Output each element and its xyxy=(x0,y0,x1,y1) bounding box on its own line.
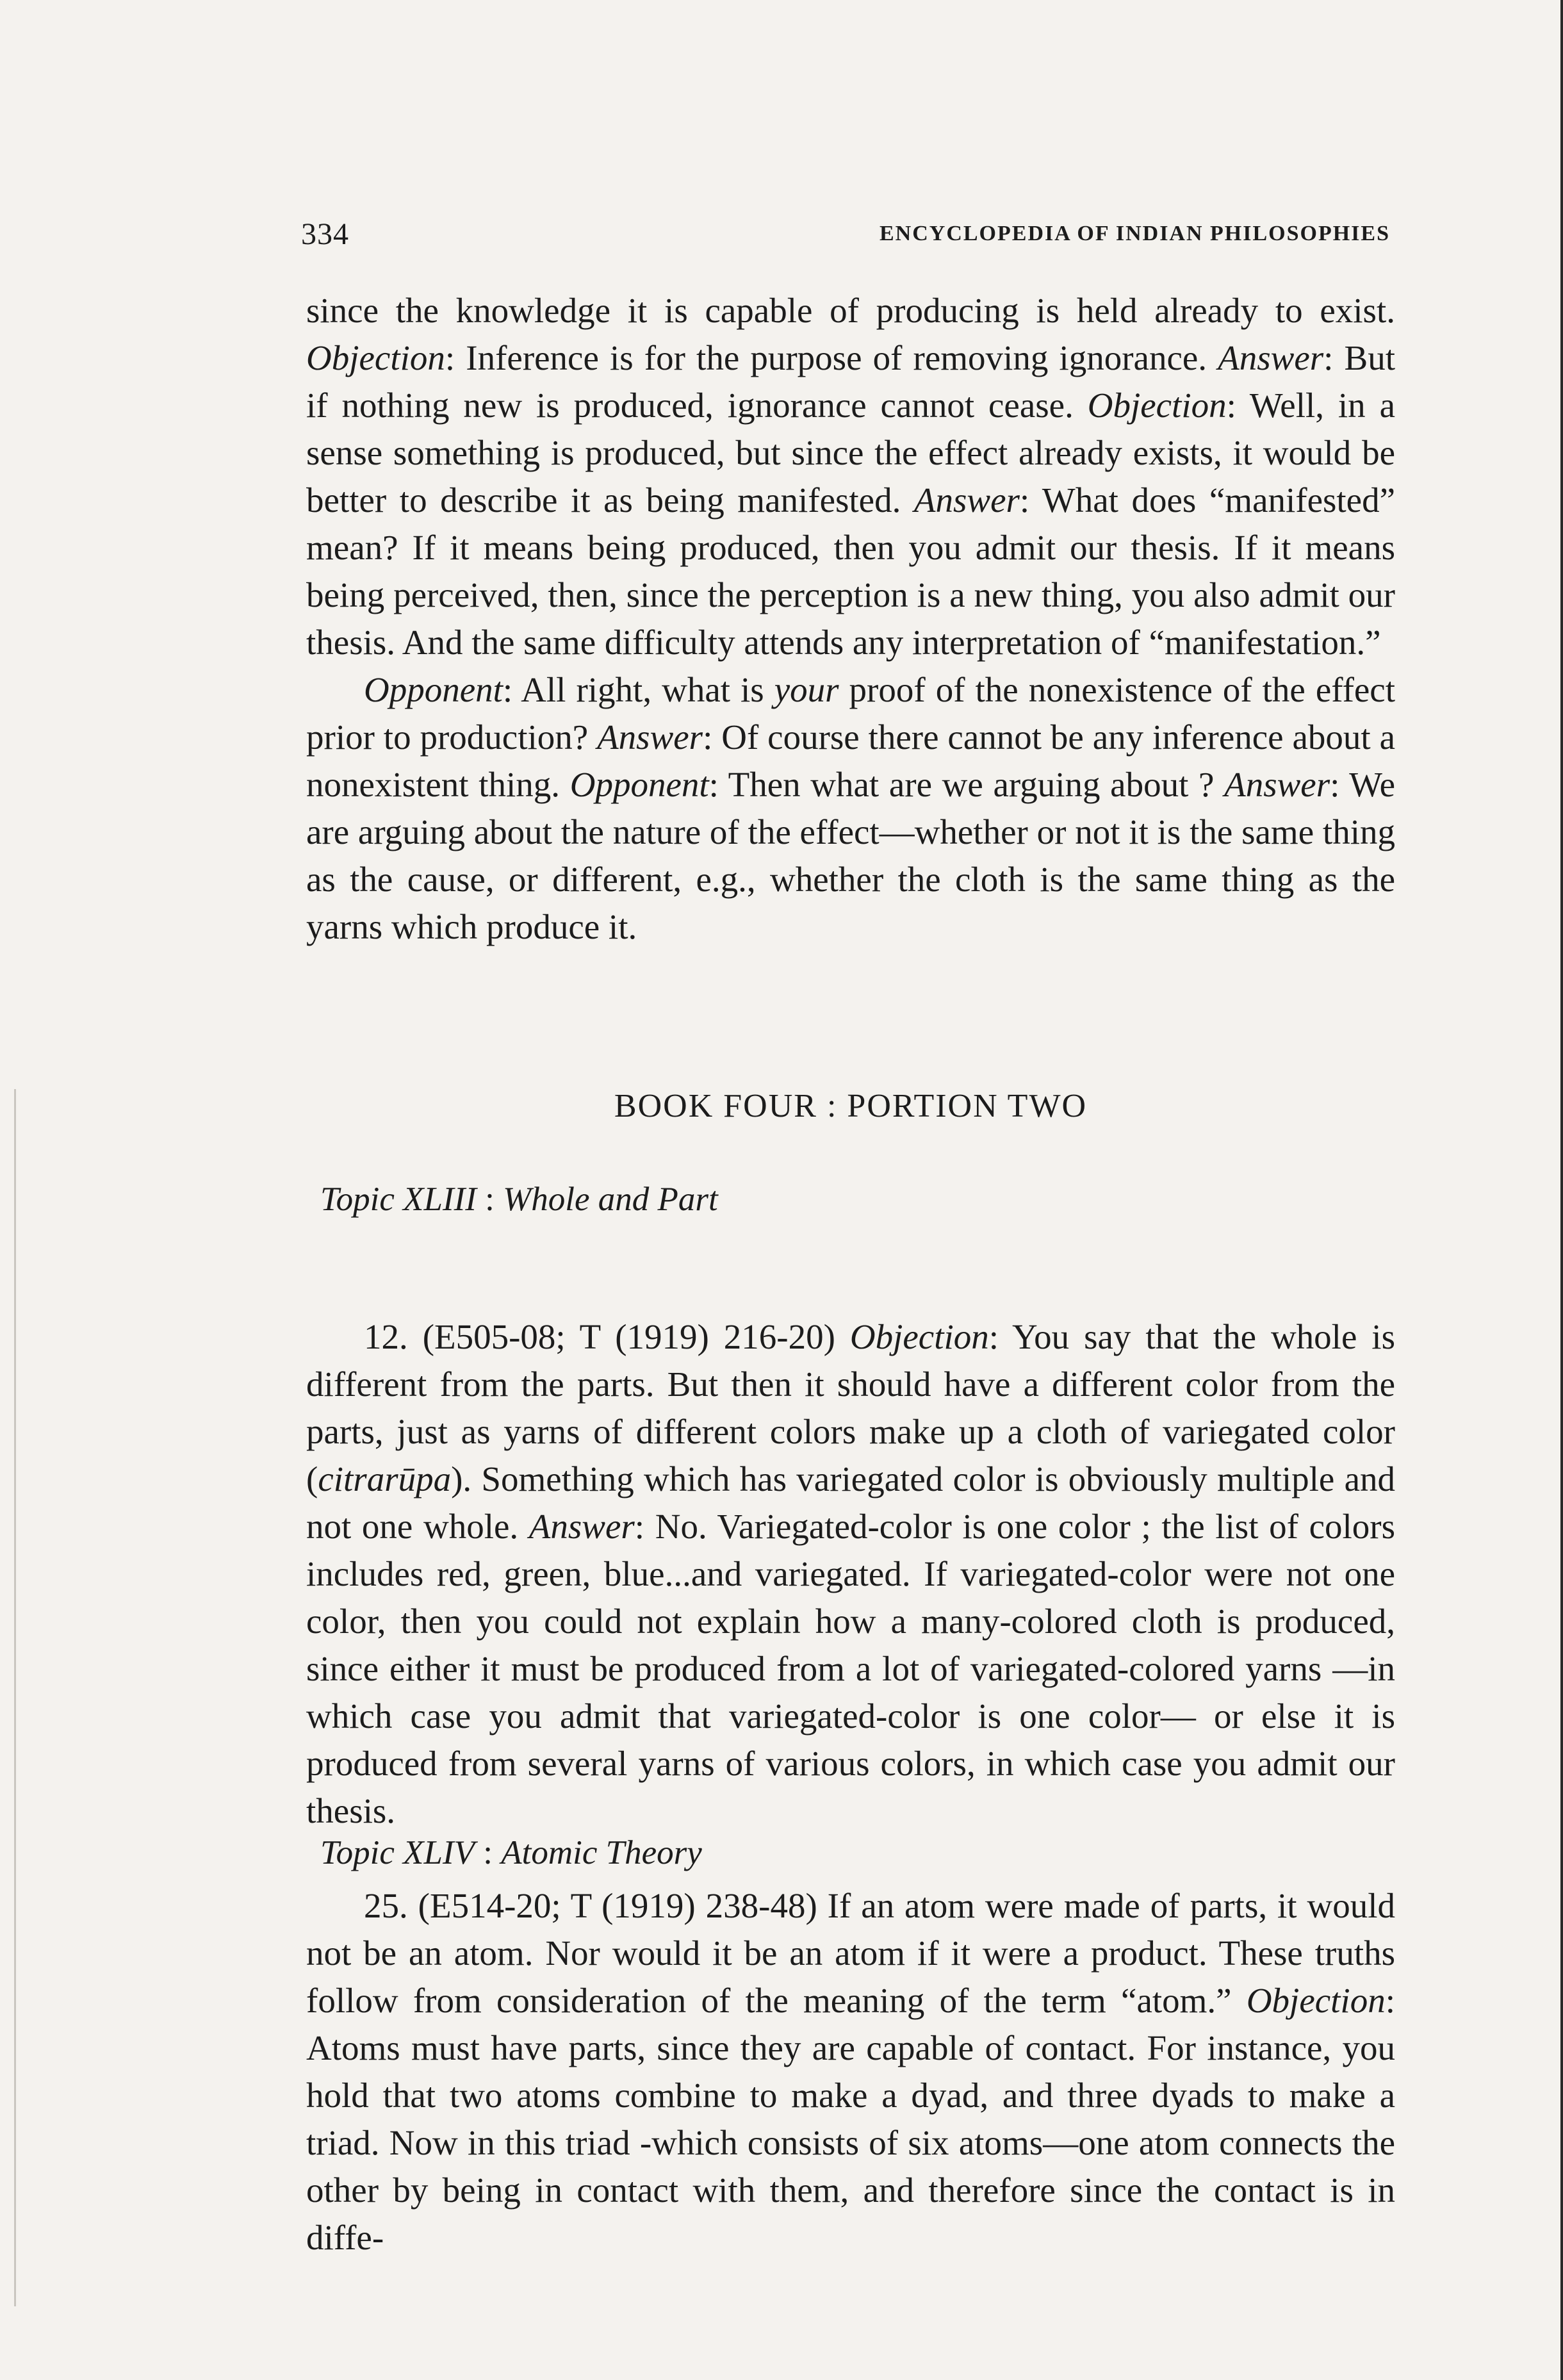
speaker-label: Objection xyxy=(1087,386,1227,425)
text-run: 25. (E514-20; T (1919) 238-48) If an atom were made of parts, it would not be an atom. Nor would it be an atom if it were a product. These truths follow from consideration of the meaning of the term “atom.” xyxy=(306,1886,1395,2020)
text-run: : Of course there cannot be any inference about a nonexistent thing. xyxy=(306,718,1395,804)
speaker-label: Answer xyxy=(528,1507,635,1546)
running-title: ENCYCLOPEDIA OF INDIAN PHILOSOPHIES xyxy=(879,222,1390,245)
paragraph-12 xyxy=(306,1313,1395,1835)
speaker-label: Answer xyxy=(597,718,703,757)
text-run: : But if nothing new is produced, ignorance cannot cease. xyxy=(306,338,1396,425)
text-run: proof of the nonexistence of the effect prior to production? xyxy=(306,670,1396,757)
text-run: : We are arguing about the nature of the effect—whether or not it is the same thing as the cause, or different, e.g., whether the cloth is the same thing as the yarns which produce it. xyxy=(306,765,1395,946)
text-run: since the knowledge it is capable of producing is held already to exist. xyxy=(306,291,1395,330)
text-run: : Well, in a sense something is produced, but since the effect already exists, it would be better to describe it as being manifested. xyxy=(306,386,1395,520)
speaker-label: Answer xyxy=(1224,765,1330,804)
text-run: 12. (E505-08; T (1919) 216-20) xyxy=(364,1317,850,1356)
running-head xyxy=(301,217,1390,255)
speaker-label: Opponent xyxy=(569,765,709,804)
speaker-label: Objection xyxy=(306,338,445,377)
topic-heading-atomic-theory xyxy=(320,1834,702,1872)
text-run: : All right, what is xyxy=(502,670,774,709)
sanskrit-term: citrarūpa xyxy=(318,1459,452,1498)
text-block-atomic-theory xyxy=(306,1882,1395,2261)
paragraph-continued xyxy=(306,287,1395,666)
text-run: : You say that the whole is different from the parts. But then it should have a different color from the parts, just as yarns of different colors make up a cloth of variegated color ( xyxy=(306,1317,1395,1498)
text-run: : Inference is for the purpose of removing ignorance. xyxy=(445,338,1218,377)
paragraph-opponent xyxy=(306,666,1395,951)
text-block-opening xyxy=(306,287,1395,951)
speaker-label: Answer xyxy=(913,480,1020,520)
topic-separator: : xyxy=(476,1181,503,1218)
emphasis-word: your xyxy=(774,670,839,709)
topic-separator: : xyxy=(474,1834,502,1871)
text-run: : No. Variegated-color is one color ; the list of colors includes red, green, blue...and variegated. If variegated-color were not one color, then you could not explain how a many-colored cloth is produced, since either it must be produced from a lot of variegated-colored yarns —in which case you admit that variegated-color is one color— or else it is produced from several yarns of various colors, in which case you admit our thesis. xyxy=(306,1507,1396,1830)
topic-title: Atomic Theory xyxy=(501,1834,702,1871)
book-heading: BOOK FOUR : PORTION TWO xyxy=(614,1088,1088,1124)
topic-title: Whole and Part xyxy=(503,1181,718,1218)
speaker-label: Answer xyxy=(1218,338,1324,377)
paragraph-25 xyxy=(306,1882,1395,2261)
topic-label: Topic XLIII xyxy=(320,1181,477,1218)
page-number: 334 xyxy=(301,217,349,251)
text-run: : Then what are we arguing about ? xyxy=(708,765,1225,804)
text-block-whole-and-part xyxy=(306,1313,1395,1835)
speaker-label: Objection xyxy=(849,1317,989,1356)
speaker-label: Opponent xyxy=(364,670,503,709)
topic-heading-whole-and-part xyxy=(320,1180,718,1219)
text-run: ). Something which has variegated color is obviously multiple and not one whole. xyxy=(306,1459,1395,1546)
text-run: : Atoms must have parts, since they are capable of contact. For instance, you hold that two atoms combine to make a dyad, and three dyads to make a triad. Now in this triad -which consists of six atoms—one atom connects the other by being in contact with them, and therefore since the contact is in diffe- xyxy=(306,1981,1395,2257)
page-edge-shadow xyxy=(1560,0,1563,2380)
topic-label: Topic XLIV xyxy=(320,1834,475,1871)
text-run: : What does “manifested” mean? If it means being produced, then you admit our thesis. If it means being perceived, then, since the perception is a new thing, you also admit our thesis. And the same difficulty attends any interpretation of “manifestation.” xyxy=(306,480,1395,662)
page-gutter-line xyxy=(14,1089,16,2306)
speaker-label: Objection xyxy=(1246,1981,1386,2020)
